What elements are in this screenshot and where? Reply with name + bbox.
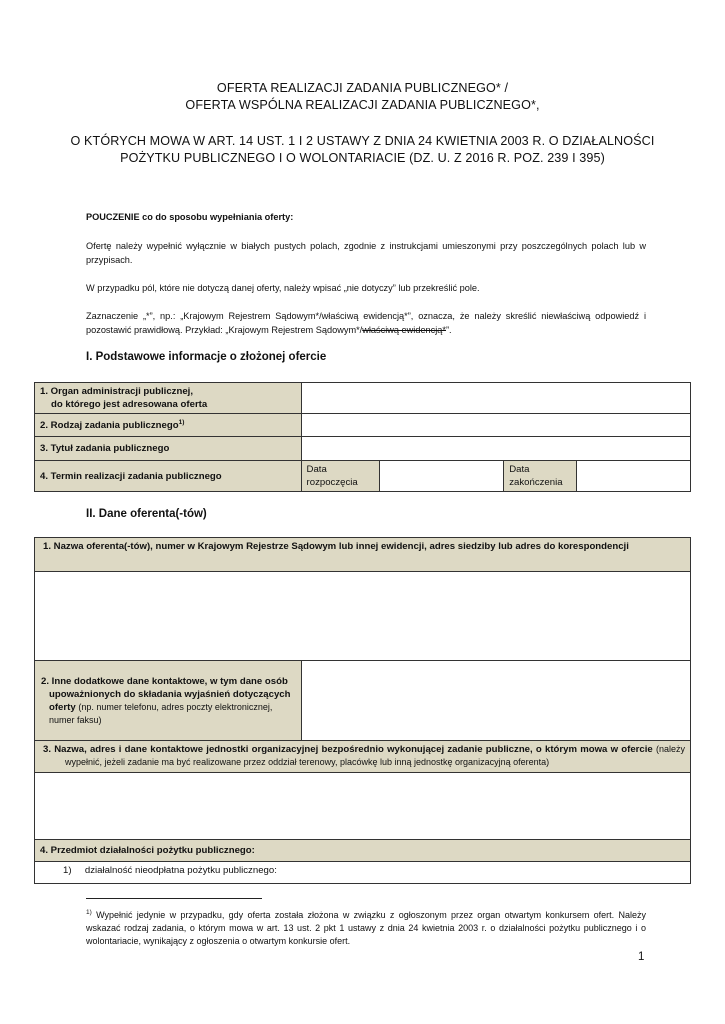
end-date-field[interactable] bbox=[577, 461, 691, 492]
contact-data-field[interactable] bbox=[301, 661, 690, 741]
label-task-type: 2. Rodzaj zadania publicznego$^{1)}$ bbox=[35, 414, 302, 437]
struck-example: właściwą ewidencją* bbox=[362, 325, 446, 335]
label-task-term: 4. Termin realizacji zadania publicznego bbox=[35, 461, 302, 492]
task-title-field[interactable] bbox=[301, 437, 690, 461]
label-start-date: Data rozpoczęcia bbox=[301, 461, 379, 492]
footnote-1: $^{1)}$ Wypełnić jedynie w przypadku, gdy oferta została złożona w związku z ogłoszonym przez organ otwartym konkursem ofert. Należy wskazać rodzaj zadania, o którym mowa w art. 13 ust. 2 pkt 1 ustawy z dnia 24 kwietnia 2003 r. o działalności pożytku publicznego i o wolontariacie, wynikający z ogłoszenia o otwartym konkursie ofert. bbox=[86, 909, 646, 946]
form-title-line1: OFERTA REALIZACJI ZADANIA PUBLICZNEGO* / bbox=[216, 81, 509, 95]
label-contact-data: 2. Inne dodatkowe dane kontaktowe, w tym dane osób upoważnionych do składania wyjaśnień dotyczących oferty (np. numer telefonu, adres poczty elektronicznej, numer faksu) bbox=[35, 661, 302, 741]
footnote-ref-1: 1) bbox=[178, 419, 185, 426]
organ-field[interactable] bbox=[301, 383, 690, 414]
form-subtitle-line2: POŻYTKU PUBLICZNEGO I O WOLONTARIACIE (DZ. U. Z 2016 R. POZ. 239 I 395) bbox=[120, 151, 605, 165]
footnote-separator bbox=[86, 898, 262, 899]
task-type-field[interactable] bbox=[301, 414, 690, 437]
offeror-name-field[interactable] bbox=[35, 572, 691, 661]
label-organizational-unit: 3. Nazwa, adres i dane kontaktowe jednostki organizacyjnej bezpośrednio wykonującej zadanie publiczne, o którym mowa w ofercie (należy wypełnić, jeżeli zadanie ma być realizowane przez oddział terenowy, placówkę lub inną jednostkę organizacyjną oferenta) bbox=[35, 741, 691, 773]
offeror-table bbox=[34, 537, 691, 884]
basic-info-table bbox=[34, 382, 691, 492]
label-end-date: Data zakończenia bbox=[504, 461, 577, 492]
instructions-paragraph-2: W przypadku pól, które nie dotyczą danej oferty, należy wpisać „nie dotyczy” lub przekreślić pole. bbox=[86, 283, 480, 293]
instructions-paragraph-1: Ofertę należy wypełnić wyłącznie w białych pustych polach, zgodnie z instrukcjami umieszonymi przy poszczególnych polach lub w przypisach. bbox=[86, 241, 646, 265]
organizational-unit-field[interactable] bbox=[35, 773, 691, 840]
label-offeror-name: 1. Nazwa oferenta(-tów), numer w Krajowym Rejestrze Sądowym lub innej ewidencji, adres siedziby lub adres do korespondencji bbox=[35, 538, 691, 572]
instructions-heading: POUCZENIE co do sposobu wypełniania oferty: bbox=[86, 212, 294, 222]
instructions-paragraph-3: Zaznaczenie „*”, np.: „Krajowym Rejestrem Sądowym*/właściwą ewidencją*”, oznacza, że należy skreślić niewłaściwą odpowiedź i pozostawić prawidłową. Przykład: „Krajowym Rejestrem Sądowym*/właściwą ewidencją*”. bbox=[86, 311, 646, 335]
section-1-heading: I. Podstawowe informacje o złożonej ofercie bbox=[86, 351, 327, 363]
label-organ: 1. Organ administracji publicznej, do którego jest adresowana oferta bbox=[35, 383, 302, 414]
section-2-heading: II. Dane oferenta(-tów) bbox=[86, 508, 207, 520]
form-title-line2: OFERTA WSPÓLNA REALIZACJI ZADANIA PUBLICZNEGO*, bbox=[185, 98, 540, 112]
label-task-title: 3. Tytuł zadania publicznego bbox=[35, 437, 302, 461]
page-number: 1 bbox=[638, 951, 645, 963]
start-date-field[interactable] bbox=[379, 461, 504, 492]
label-public-benefit-activity: 4. Przedmiot działalności pożytku publicznego: bbox=[35, 840, 691, 862]
unpaid-activity-field[interactable]: 1) działalność nieodpłatna pożytku publicznego: bbox=[35, 862, 691, 884]
form-subtitle-line1: O KTÓRYCH MOWA W ART. 14 UST. 1 I 2 USTAWY Z DNIA 24 KWIETNIA 2003 R. O DZIAŁALNOŚCI bbox=[70, 134, 655, 148]
